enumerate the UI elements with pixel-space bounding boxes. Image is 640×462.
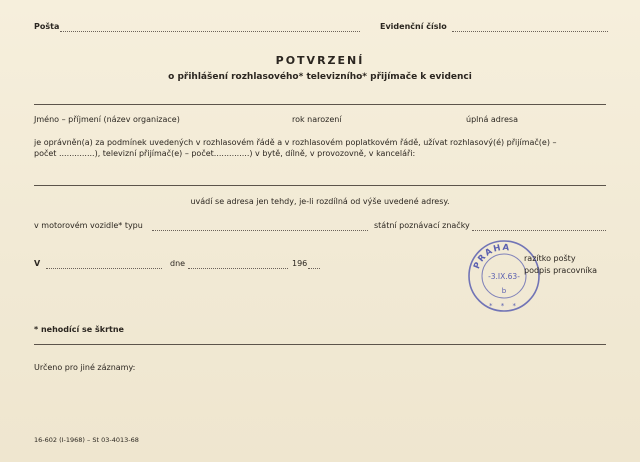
document-subtitle: o přihlášení rozhlasového* televizního* přijímače k evidenci bbox=[168, 72, 472, 82]
separator-line bbox=[34, 344, 606, 345]
nehodici-note: * nehodící se škrtne bbox=[34, 325, 124, 334]
dne-label: dne bbox=[170, 259, 186, 268]
znacka-label: státní poznávací značky bbox=[374, 221, 470, 230]
znacka-field[interactable] bbox=[472, 222, 606, 231]
v-label: V bbox=[34, 259, 41, 268]
year-prefix: 196 bbox=[292, 259, 308, 268]
datum-field[interactable] bbox=[188, 260, 288, 269]
name-line[interactable] bbox=[34, 104, 606, 105]
misto-field[interactable] bbox=[46, 260, 162, 269]
location-line[interactable] bbox=[34, 185, 606, 186]
stamp-stars: * * * bbox=[489, 302, 519, 310]
year-field[interactable] bbox=[308, 260, 320, 269]
vozidlo-typ-field[interactable] bbox=[152, 222, 368, 231]
posta-label: Pošta bbox=[34, 22, 60, 31]
evidencni-cislo-field[interactable] bbox=[452, 23, 608, 32]
adresa-note: uvádí se adresa jen tehdy, je-li rozdílná od výše uvedené adresy. bbox=[190, 197, 450, 206]
rok-narozeni-label: rok narození bbox=[292, 115, 342, 124]
urceno-label: Určeno pro jiné záznamy: bbox=[34, 363, 136, 372]
posta-field[interactable] bbox=[60, 23, 360, 32]
opravnen-text-2: počet ..............), televizní přijímač(e) – počet..............) v bytě, dílně, v provozovně, v kanceláři: bbox=[34, 149, 416, 158]
podpis-label: podpis pracovníka bbox=[524, 266, 598, 275]
stamp-graphic bbox=[466, 238, 542, 314]
stamp-suffix: b bbox=[501, 287, 507, 295]
uplna-adresa-label: úplná adresa bbox=[466, 115, 518, 124]
evidencni-cislo-label: Evidenční číslo bbox=[380, 22, 447, 31]
svg-text:PRAHA bbox=[472, 243, 511, 271]
vozidlo-label: v motorovém vozidle* typu bbox=[34, 221, 143, 230]
document-title: POTVRZENÍ bbox=[275, 54, 365, 67]
opravnen-text-1: je oprávněn(a) za podmínek uvedených v rozhlasovém řádě a v rozhlasovém poplatkovém řádě, užívat rozhlasový(é) přijímač(e) – bbox=[34, 138, 557, 147]
postal-stamp bbox=[466, 238, 542, 314]
stamp-city: PRAHA bbox=[472, 242, 512, 271]
jmeno-label: Jméno – příjmení (název organizace) bbox=[34, 115, 180, 124]
stamp-date: -3.IX.63- bbox=[488, 272, 520, 281]
razitko-label: razítko pošty bbox=[524, 254, 576, 263]
footer-code: 16-602 (I-1968) – St 03-4013-68 bbox=[34, 436, 139, 444]
